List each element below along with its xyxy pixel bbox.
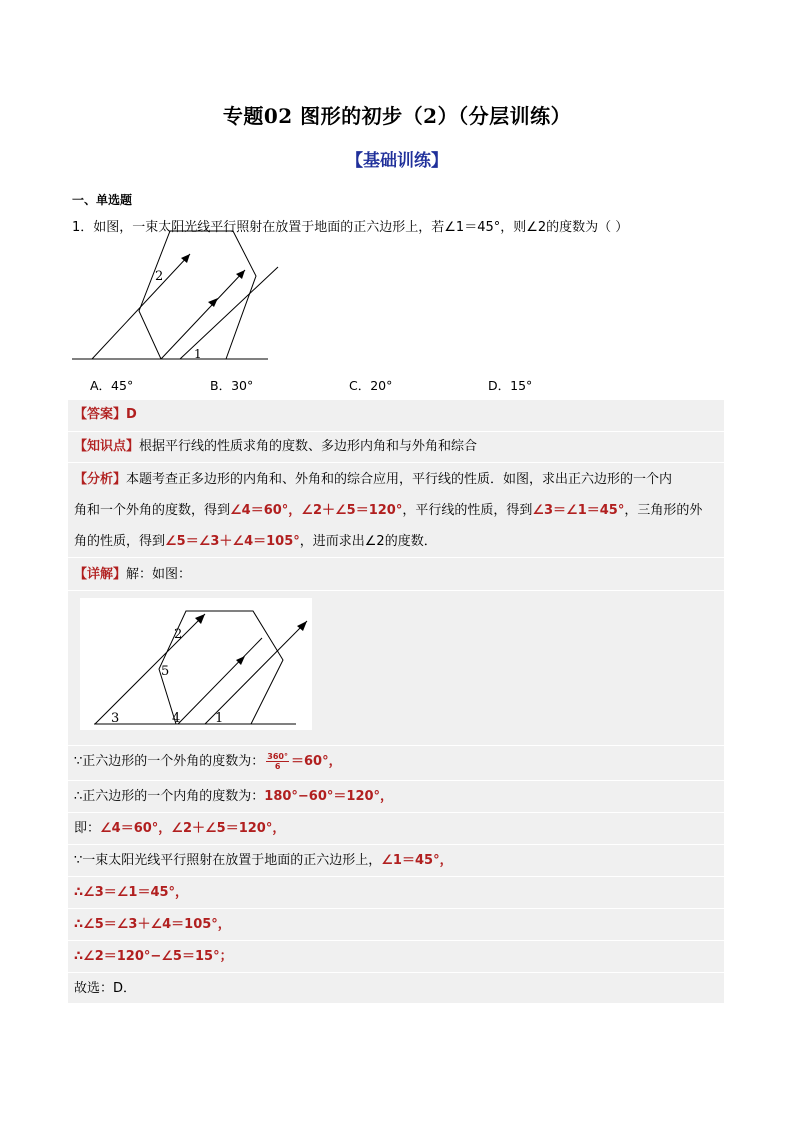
- answer-value: D: [126, 407, 137, 422]
- figure2-label-2: 2: [174, 627, 183, 642]
- detail-figure: [80, 598, 312, 730]
- question-figure: [70, 228, 285, 363]
- analysis-line-3a: 角的性质，得到: [74, 534, 166, 549]
- analysis-line-2a: 角和一个外角的度数，得到: [74, 503, 231, 518]
- detail-text: 解：如图：: [126, 567, 192, 582]
- question-text: 1．如图，一束太阳光线平行照射在放置于地面的正六边形上，若∠1＝45°，则∠2的度数为（ ）: [72, 220, 629, 235]
- analysis-line-2b: ，平行线的性质，得到: [402, 503, 533, 518]
- option-c[interactable]: C．20°: [349, 378, 393, 393]
- option-d[interactable]: D．15°: [488, 378, 533, 393]
- option-a[interactable]: A．45°: [90, 378, 134, 393]
- option-b[interactable]: B．30°: [210, 378, 254, 393]
- detail-tag: 【详解】: [74, 567, 127, 582]
- analysis-line-2c: ，三角形的外: [624, 503, 703, 518]
- step-4: ∵一束太阳光线平行照射在放置于地面的正六边形上，∠1＝45°，: [74, 853, 453, 868]
- figure2-label-1: 1: [215, 711, 224, 726]
- analysis-math-3: ∠5＝∠3＋∠4＝105°: [165, 534, 300, 549]
- figure2-label-4: 4: [172, 711, 181, 726]
- knowledge-text: 根据平行线的性质求角的度数、多边形内角和与外角和综合: [139, 439, 478, 454]
- answer-tag: 【答案】: [74, 407, 127, 422]
- figure2-label-5: 5: [161, 664, 170, 679]
- page-title: 专题02 图形的初步（2）（分层训练）: [222, 104, 572, 128]
- knowledge-row: [74, 438, 722, 456]
- detail-row: [74, 566, 722, 584]
- step-3: 即：∠4＝60°，∠2＋∠5＝120°，: [74, 821, 286, 836]
- analysis-tag: 【分析】: [74, 472, 127, 487]
- analysis-line-3b: ，进而求出∠2的度数．: [299, 534, 437, 549]
- figure-label-2: 2: [155, 269, 164, 284]
- step-6: ∴∠5＝∠3＋∠4＝105°，: [74, 917, 231, 932]
- analysis-block: [74, 464, 722, 557]
- section-subtitle: 【基础训练】: [346, 151, 448, 171]
- step-1: ∵正六边形的一个外角的度数为： $\frac{360^\circ}{6}$ ＝60°，: [74, 752, 342, 771]
- section-heading: 一、单选题: [72, 193, 133, 207]
- analysis-math-1: ∠4＝60°，∠2＋∠5＝120°: [230, 503, 403, 518]
- analysis-math-2: ∠3＝∠1＝45°: [532, 503, 625, 518]
- knowledge-tag: 【知识点】: [74, 439, 140, 454]
- step-7: ∴∠2＝120°−∠5＝15°；: [74, 949, 233, 964]
- figure2-label-3: 3: [111, 711, 120, 726]
- analysis-line-1: 本题考查正多边形的内角和、外角和的综合应用，平行线的性质．如图，求出正六边形的一个内: [126, 472, 673, 487]
- step-8: 故选：D．: [74, 981, 137, 996]
- step-2: ∴正六边形的一个内角的度数为：180°−60°＝120°，: [74, 789, 394, 804]
- fraction: $\frac{360^\circ}{6}$: [267, 752, 288, 771]
- step-5: ∴∠3＝∠1＝45°，: [74, 885, 189, 900]
- figure-label-1: 1: [194, 347, 202, 361]
- answer-row: [74, 406, 722, 424]
